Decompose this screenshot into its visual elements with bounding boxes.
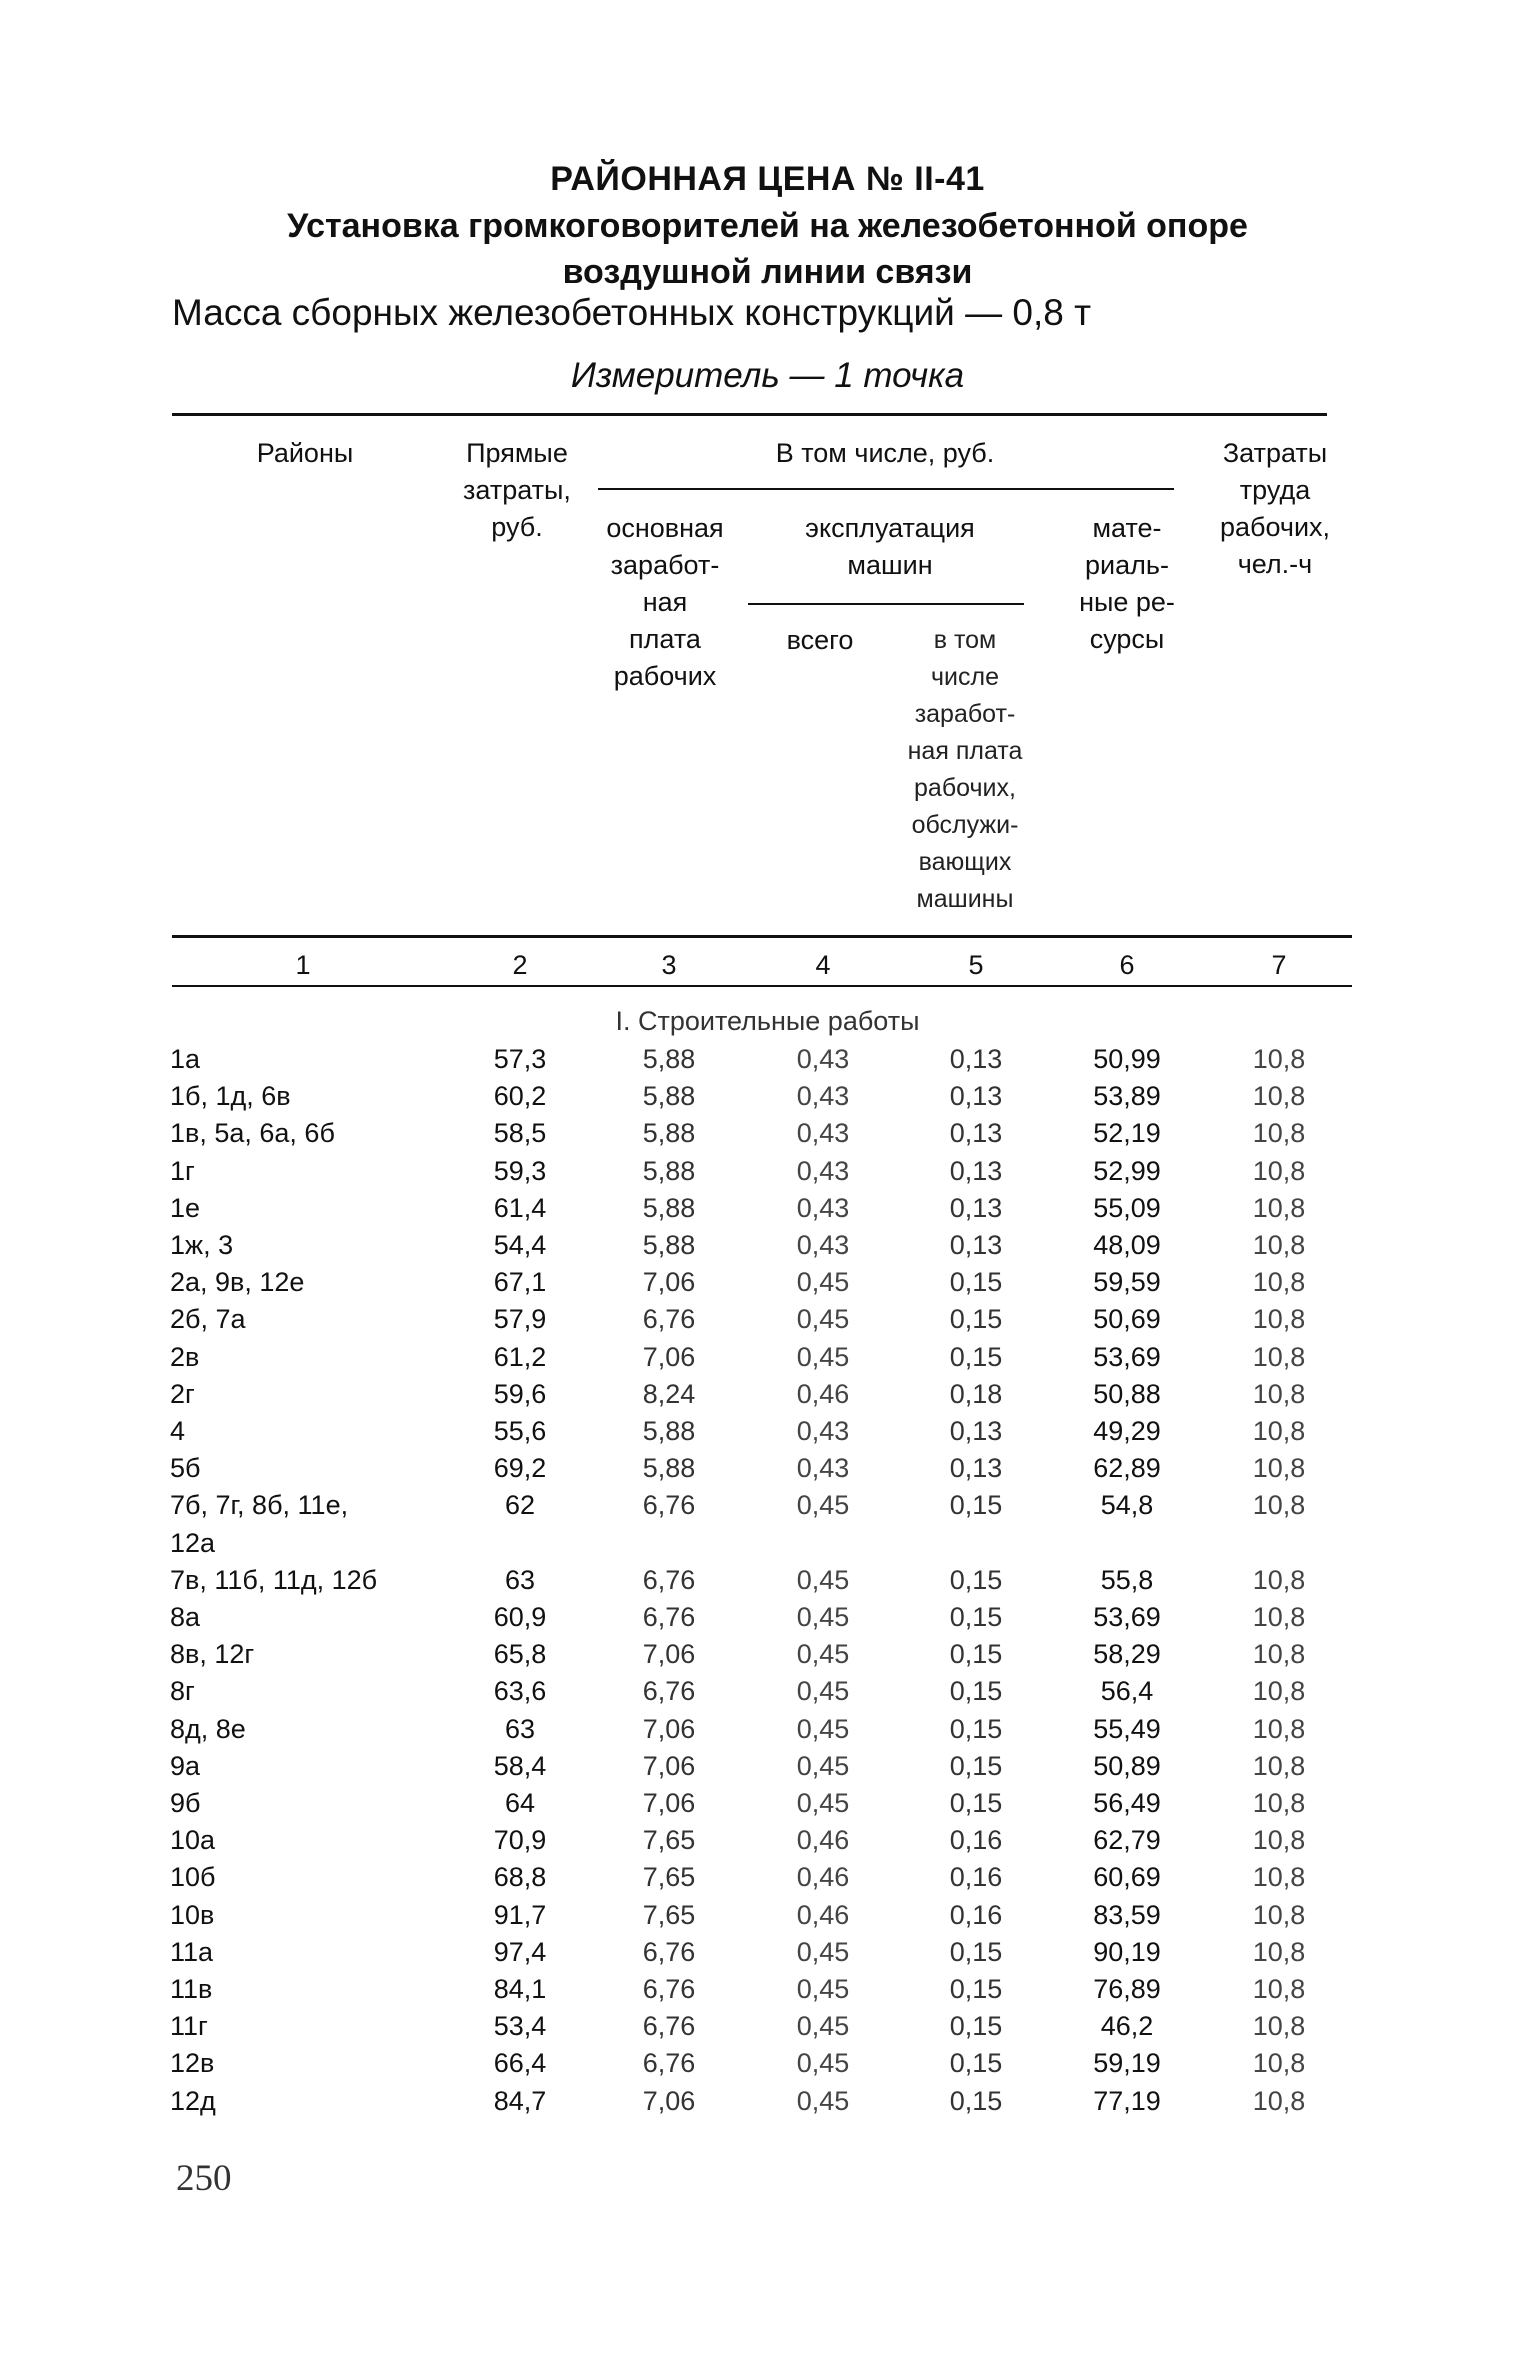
cell-regions: 8а <box>170 1602 201 1632</box>
cell-materials: 50,99 <box>1093 1044 1161 1074</box>
cell-materials: 48,09 <box>1093 1230 1161 1260</box>
cell-regions: 12д <box>170 2085 216 2116</box>
including-rule <box>598 488 1174 490</box>
cell-machine-wages: 0,15 <box>949 2048 1003 2079</box>
table-row <box>0 1788 1535 1825</box>
cell-machines-total: 0,45 <box>796 1304 850 1335</box>
cell-labor: 10,8 <box>1252 2085 1306 2116</box>
work-title <box>0 203 1535 295</box>
cell-direct-costs: 70,9 <box>493 1825 547 1856</box>
col-header-direct: Прямые затраты, руб. <box>463 438 571 542</box>
cell-labor: 10,8 <box>1252 1453 1306 1484</box>
cell-base-wages: 6,76 <box>642 1490 696 1521</box>
cell-base-wages: 7,06 <box>642 1750 696 1781</box>
cell-regions: 7б, 7г, 8б, 11е, <box>170 1490 349 1521</box>
cell-materials: 58,29 <box>1093 1639 1161 1670</box>
cell-labor: 10,8 <box>1252 1564 1306 1595</box>
table-row <box>0 1081 1535 1118</box>
table-row <box>0 1230 1535 1267</box>
cell-materials: 49,29 <box>1093 1416 1161 1446</box>
machines-rule <box>748 603 1024 605</box>
cell-regions: 10в <box>170 1899 215 1930</box>
cell-labor: 10,8 <box>1252 1267 1306 1298</box>
cell-direct-costs: 91,7 <box>493 1899 547 1930</box>
cell-direct-costs: 58,5 <box>493 1118 547 1149</box>
cell-regions: 11г <box>170 2011 208 2042</box>
table-row <box>0 2011 1535 2048</box>
cell-labor: 10,8 <box>1252 1118 1306 1149</box>
cell-materials: 60,69 <box>1093 1862 1161 1893</box>
cell-direct-costs: 57,3 <box>493 1044 547 1074</box>
cell-labor: 10,8 <box>1252 1490 1306 1521</box>
cell-materials: 54,8 <box>1100 1490 1154 1521</box>
cell-regions: 1г <box>170 1155 195 1186</box>
cell-base-wages: 7,65 <box>642 1825 696 1856</box>
cell-machines-total: 0,45 <box>796 1490 850 1521</box>
table-row <box>0 1453 1535 1490</box>
page-number: 250 <box>176 2158 232 2199</box>
table-row <box>0 1304 1535 1341</box>
col-header-machine-wages: в том числе заработ- ная плата рабочих, обслужи- вающих машины <box>907 626 1023 913</box>
cell-machines-total: 0,45 <box>796 2048 850 2079</box>
cell-materials: 53,69 <box>1093 1602 1161 1632</box>
cell-machines-total: 0,45 <box>796 1602 850 1632</box>
table-row <box>0 1118 1535 1155</box>
cell-regions: 2а, 9в, 12е <box>170 1267 305 1298</box>
cell-labor: 10,8 <box>1252 1825 1306 1856</box>
cell-labor: 10,8 <box>1252 1230 1306 1260</box>
cell-machines-total: 0,43 <box>796 1453 850 1484</box>
cell-regions: 2г <box>170 1378 195 1409</box>
cell-machines-total: 0,45 <box>796 1639 850 1670</box>
cell-regions: 10б <box>170 1862 216 1893</box>
cell-materials: 53,69 <box>1093 1341 1161 1372</box>
cell-direct-costs: 62 <box>504 1490 536 1521</box>
cell-machines-total: 0,45 <box>796 1936 850 1967</box>
table-row <box>0 1639 1535 1676</box>
cell-materials: 83,59 <box>1093 1899 1161 1930</box>
table-row <box>0 1416 1535 1453</box>
cell-base-wages: 5,88 <box>642 1192 696 1223</box>
cell-regions: 1а <box>170 1044 201 1074</box>
cell-regions: 9а <box>170 1750 201 1781</box>
cell-labor: 10,8 <box>1252 1713 1306 1744</box>
cell-materials: 53,89 <box>1093 1081 1161 1112</box>
cell-direct-costs: 97,4 <box>493 1936 547 1967</box>
cell-machine-wages: 0,13 <box>949 1230 1003 1260</box>
cell-materials: 59,19 <box>1093 2048 1161 2079</box>
cell-regions: 4 <box>170 1416 186 1446</box>
work-title-line2: воздушной линии связи <box>562 253 973 291</box>
cell-direct-costs: 61,2 <box>493 1341 547 1372</box>
cell-regions: 5б <box>170 1453 201 1484</box>
cell-direct-costs: 65,8 <box>493 1639 547 1670</box>
table-row <box>0 1676 1535 1713</box>
cell-labor: 10,8 <box>1252 1862 1306 1893</box>
col-number-1: 1 <box>295 950 311 980</box>
cell-materials: 50,89 <box>1093 1750 1161 1781</box>
table-row <box>0 1193 1535 1230</box>
cell-labor: 10,8 <box>1252 1304 1306 1335</box>
cell-machines-total: 0,45 <box>796 2085 850 2116</box>
cell-machine-wages: 0,15 <box>949 1304 1003 1335</box>
cell-machine-wages: 0,13 <box>949 1155 1003 1186</box>
cell-direct-costs: 60,9 <box>493 1602 547 1632</box>
cell-regions: 7в, 11б, 11д, 12б <box>170 1564 378 1595</box>
cell-machines-total: 0,43 <box>796 1230 850 1260</box>
cell-direct-costs: 84,1 <box>493 1974 547 2004</box>
cell-machines-total: 0,46 <box>796 1378 850 1409</box>
cell-labor: 10,8 <box>1252 1341 1306 1372</box>
cell-direct-costs: 58,4 <box>493 1750 547 1781</box>
col-number-7: 7 <box>1271 950 1287 980</box>
cell-base-wages: 7,65 <box>642 1862 696 1893</box>
cell-materials: 55,49 <box>1093 1713 1161 1744</box>
cell-machines-total: 0,43 <box>796 1192 850 1223</box>
table-row <box>0 1379 1535 1416</box>
cell-base-wages: 5,88 <box>642 1416 696 1446</box>
cell-direct-costs: 53,4 <box>493 2011 547 2042</box>
cell-regions: 2в <box>170 1341 200 1372</box>
cell-materials: 77,19 <box>1093 2085 1161 2116</box>
cell-machine-wages: 0,15 <box>949 1788 1003 1818</box>
cell-materials: 62,79 <box>1093 1825 1161 1856</box>
cell-direct-costs: 57,9 <box>493 1304 547 1335</box>
cell-base-wages: 8,24 <box>642 1378 696 1409</box>
cell-machine-wages: 0,15 <box>949 1267 1003 1298</box>
work-title-line1: Установка громкоговорителей на железобетонной опоре <box>287 207 1248 245</box>
cell-machine-wages: 0,15 <box>949 1750 1003 1781</box>
table-row <box>0 1267 1535 1304</box>
col-number-3: 3 <box>661 950 677 980</box>
cell-base-wages: 5,88 <box>642 1044 696 1074</box>
cell-materials: 52,99 <box>1093 1155 1161 1186</box>
cell-regions: 1ж, 3 <box>170 1230 234 1260</box>
section-title: I. Строительные работы <box>615 1006 920 1036</box>
table-row <box>0 2048 1535 2085</box>
cell-direct-costs: 63 <box>504 1564 536 1595</box>
cell-materials: 50,69 <box>1093 1304 1161 1335</box>
cell-machine-wages: 0,15 <box>949 1602 1003 1632</box>
cell-base-wages: 6,76 <box>642 1602 696 1632</box>
table-row <box>0 1156 1535 1193</box>
table-row <box>0 1342 1535 1379</box>
cell-labor: 10,8 <box>1252 1378 1306 1409</box>
cell-base-wages: 7,06 <box>642 1341 696 1372</box>
cell-machines-total: 0,43 <box>796 1081 850 1112</box>
cell-machines-total: 0,45 <box>796 1750 850 1781</box>
cell-machine-wages: 0,15 <box>949 1974 1003 2004</box>
table-row <box>0 1602 1535 1639</box>
cell-direct-costs: 63 <box>504 1713 536 1744</box>
col-header-regions: Районы <box>256 438 354 468</box>
cell-labor: 10,8 <box>1252 1639 1306 1670</box>
cell-regions: 8д, 8е <box>170 1713 246 1744</box>
cell-machine-wages: 0,15 <box>949 1936 1003 1967</box>
cell-direct-costs: 60,2 <box>493 1081 547 1112</box>
cell-labor: 10,8 <box>1252 1044 1306 1074</box>
cell-materials: 55,8 <box>1100 1564 1154 1595</box>
cell-direct-costs: 61,4 <box>493 1192 547 1223</box>
cell-materials: 90,19 <box>1093 1936 1161 1967</box>
cell-base-wages: 6,76 <box>642 1564 696 1595</box>
mass-line: Масса сборных железобетонных конструкций — 0,8 т <box>172 292 1092 333</box>
cell-machines-total: 0,43 <box>796 1155 850 1186</box>
table-row <box>0 1714 1535 1751</box>
cell-machines-total: 0,46 <box>796 1862 850 1893</box>
col-number-2: 2 <box>512 950 528 980</box>
cell-machine-wages: 0,15 <box>949 2085 1003 2116</box>
cell-machine-wages: 0,15 <box>949 1341 1003 1372</box>
cell-machine-wages: 0,13 <box>949 1453 1003 1484</box>
col-header-materials: мате- риаль- ные ре- сурсы <box>1079 513 1175 654</box>
cell-materials: 46,2 <box>1100 2011 1154 2042</box>
cell-base-wages: 6,76 <box>642 1936 696 1967</box>
cell-base-wages: 7,06 <box>642 1788 696 1818</box>
col-header-labor: Затраты труда рабочих, чел.-ч <box>1219 438 1331 579</box>
cell-materials: 56,4 <box>1100 1676 1154 1707</box>
cell-machine-wages: 0,15 <box>949 1713 1003 1744</box>
cell-machines-total: 0,43 <box>796 1044 850 1074</box>
cell-regions: 12а <box>170 1527 216 1558</box>
cell-base-wages: 5,88 <box>642 1118 696 1149</box>
cell-direct-costs: 67,1 <box>493 1267 547 1298</box>
cell-regions: 8в, 12г <box>170 1639 255 1670</box>
table-row <box>0 2086 1535 2123</box>
cell-machine-wages: 0,15 <box>949 1676 1003 1707</box>
cell-machine-wages: 0,15 <box>949 1490 1003 1521</box>
cell-machines-total: 0,45 <box>796 1974 850 2004</box>
cell-labor: 10,8 <box>1252 1081 1306 1112</box>
numbers-bottom-rule <box>172 985 1352 987</box>
table-row <box>0 1900 1535 1937</box>
cell-regions: 2б, 7а <box>170 1304 246 1335</box>
col-header-machines: эксплуатация машин <box>805 513 975 580</box>
cell-base-wages: 7,06 <box>642 1639 696 1670</box>
table-row <box>0 1490 1535 1527</box>
cell-machine-wages: 0,13 <box>949 1118 1003 1149</box>
cell-machines-total: 0,45 <box>796 1788 850 1818</box>
cell-direct-costs: 59,6 <box>493 1378 547 1409</box>
cell-labor: 10,8 <box>1252 1936 1306 1967</box>
cell-regions: 10а <box>170 1825 216 1856</box>
col-header-machines-total: всего <box>786 625 854 655</box>
cell-machines-total: 0,45 <box>796 2011 850 2042</box>
cell-machine-wages: 0,18 <box>949 1378 1003 1409</box>
cell-direct-costs: 68,8 <box>493 1862 547 1893</box>
cell-base-wages: 7,06 <box>642 2085 696 2116</box>
cell-base-wages: 5,88 <box>642 1155 696 1186</box>
cell-direct-costs: 69,2 <box>493 1453 547 1484</box>
col-number-6: 6 <box>1119 950 1135 980</box>
cell-regions: 11а <box>170 1936 214 1967</box>
cell-labor: 10,8 <box>1252 2048 1306 2079</box>
cell-regions: 8г <box>170 1676 195 1707</box>
cell-materials: 56,49 <box>1093 1788 1161 1818</box>
cell-machine-wages: 0,13 <box>949 1044 1003 1074</box>
cell-labor: 10,8 <box>1252 1788 1306 1818</box>
col-header-wages: основная заработ- ная плата рабочих <box>606 513 724 691</box>
cell-machine-wages: 0,15 <box>949 1639 1003 1670</box>
cell-direct-costs: 59,3 <box>493 1155 547 1186</box>
cell-materials: 59,59 <box>1093 1267 1161 1298</box>
cell-machines-total: 0,46 <box>796 1825 850 1856</box>
table-row <box>0 1862 1535 1899</box>
cell-regions: 1в, 5а, 6а, 6б <box>170 1118 335 1149</box>
cell-labor: 10,8 <box>1252 1416 1306 1446</box>
table-row <box>0 1751 1535 1788</box>
cell-machine-wages: 0,16 <box>949 1825 1003 1856</box>
table-row <box>0 1937 1535 1974</box>
col-number-4: 4 <box>815 950 831 980</box>
cell-direct-costs: 54,4 <box>493 1230 547 1260</box>
cell-machine-wages: 0,13 <box>949 1416 1003 1446</box>
cell-base-wages: 7,06 <box>642 1713 696 1744</box>
cell-materials: 76,89 <box>1093 1974 1161 2004</box>
cell-direct-costs: 55,6 <box>493 1416 547 1446</box>
cell-machine-wages: 0,13 <box>949 1192 1003 1223</box>
cell-machines-total: 0,45 <box>796 1564 850 1595</box>
cell-base-wages: 6,76 <box>642 1676 696 1707</box>
cell-machine-wages: 0,15 <box>949 1564 1003 1595</box>
cell-base-wages: 6,76 <box>642 2011 696 2042</box>
cell-direct-costs: 64 <box>504 1788 536 1818</box>
cell-machines-total: 0,45 <box>796 1676 850 1707</box>
cell-regions: 9б <box>170 1788 201 1818</box>
cell-machine-wages: 0,16 <box>949 1862 1003 1893</box>
cell-direct-costs: 66,4 <box>493 2048 547 2079</box>
cell-materials: 52,19 <box>1093 1118 1161 1149</box>
table-row <box>0 1044 1535 1081</box>
cell-base-wages: 7,65 <box>642 1899 696 1930</box>
cell-machines-total: 0,43 <box>796 1416 850 1446</box>
cell-labor: 10,8 <box>1252 1899 1306 1930</box>
cell-base-wages: 5,88 <box>642 1230 696 1260</box>
header-bottom-rule <box>172 935 1352 938</box>
cell-base-wages: 7,06 <box>642 1267 696 1298</box>
unit-line: Измеритель — 1 точка <box>570 356 965 395</box>
cell-regions: 1б, 1д, 6в <box>170 1081 291 1112</box>
cell-labor: 10,8 <box>1252 1974 1306 2004</box>
cell-regions: 1е <box>170 1192 201 1223</box>
price-title: РАЙОННАЯ ЦЕНА № II-41 <box>550 160 985 198</box>
cell-base-wages: 6,76 <box>642 2048 696 2079</box>
table-row <box>0 1528 1535 1565</box>
cell-labor: 10,8 <box>1252 1676 1306 1707</box>
cell-machines-total: 0,45 <box>796 1341 850 1372</box>
cell-machines-total: 0,46 <box>796 1899 850 1930</box>
cell-labor: 10,8 <box>1252 1602 1306 1632</box>
cell-materials: 55,09 <box>1093 1192 1161 1223</box>
cell-labor: 10,8 <box>1252 1192 1306 1223</box>
cell-materials: 50,88 <box>1093 1378 1161 1409</box>
table-row <box>0 1565 1535 1602</box>
cell-base-wages: 5,88 <box>642 1453 696 1484</box>
cell-labor: 10,8 <box>1252 1155 1306 1186</box>
cell-base-wages: 6,76 <box>642 1974 696 2004</box>
top-rule <box>172 413 1327 416</box>
cell-direct-costs: 84,7 <box>493 2085 547 2116</box>
cell-direct-costs: 63,6 <box>493 1676 547 1707</box>
cell-labor: 10,8 <box>1252 2011 1306 2042</box>
cell-regions: 11в <box>170 1974 213 2004</box>
table-row <box>0 1825 1535 1862</box>
cell-base-wages: 5,88 <box>642 1081 696 1112</box>
col-header-including: В том числе, руб. <box>775 438 995 468</box>
col-number-5: 5 <box>968 950 984 980</box>
cell-regions: 12в <box>170 2048 215 2079</box>
cell-base-wages: 6,76 <box>642 1304 696 1335</box>
cell-machine-wages: 0,13 <box>949 1081 1003 1112</box>
cell-materials: 62,89 <box>1093 1453 1161 1484</box>
cell-machines-total: 0,45 <box>796 1713 850 1744</box>
table-row <box>0 1974 1535 2011</box>
cell-machine-wages: 0,16 <box>949 1899 1003 1930</box>
cell-machine-wages: 0,15 <box>949 2011 1003 2042</box>
cell-machines-total: 0,43 <box>796 1118 850 1149</box>
cell-labor: 10,8 <box>1252 1750 1306 1781</box>
cell-machines-total: 0,45 <box>796 1267 850 1298</box>
